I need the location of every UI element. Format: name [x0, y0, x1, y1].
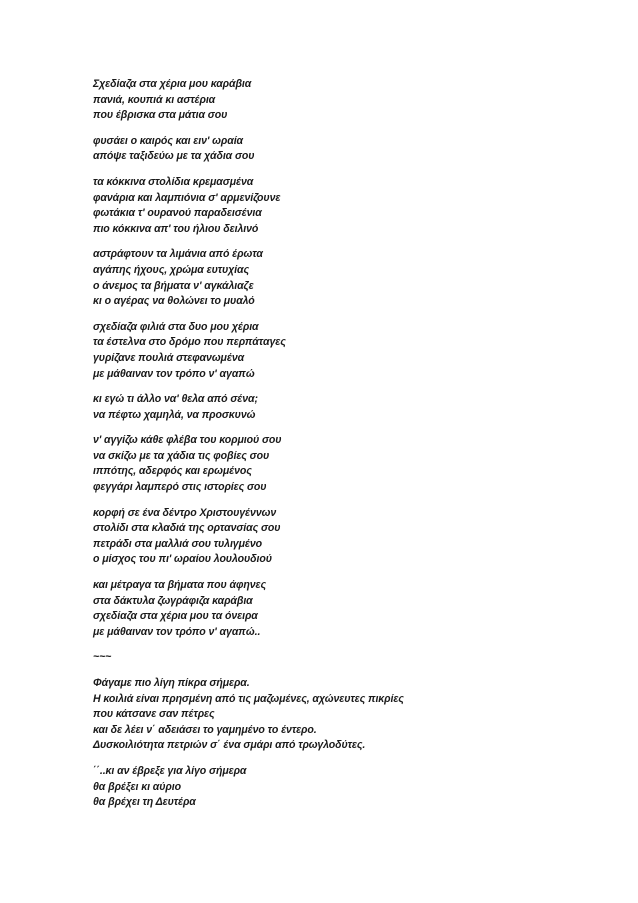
poem-line: σχεδίαζα φιλιά στα δυο μου χέρια — [93, 320, 259, 333]
poem-line: στολίδι στα κλαδιά της ορτανσίας σου — [93, 522, 281, 535]
stanza — [93, 650, 593, 666]
poem-line: τα κόκκινα στολίδια κρεμασμένα — [93, 175, 254, 188]
poem-line: με μάθαιναν τον τρόπο ν' αγαπώ — [93, 367, 255, 380]
stanza — [93, 134, 593, 165]
poem-line: να σκίζω με τα χάδια τις φοβίες σου — [93, 449, 270, 462]
poem-line: κορφή σε ένα δέντρο Χριστουγέννων — [93, 506, 277, 519]
poem-line: Σχεδίαζα στα χέρια μου καράβια — [93, 78, 252, 90]
poem-line: στα δάκτυλα ζωγράφιζα καράβια — [93, 594, 253, 607]
poem-line: φωτάκια τ' ουρανού παραδεισένια — [93, 207, 262, 220]
poem-line: Η κοιλιά είναι πρησμένη από τις μαζωμένες, αχώνευτες πικρίες — [93, 692, 404, 705]
poem-line: αγάπης ήχους, χρώμα ευτυχίας — [93, 263, 249, 276]
poem-line: φεγγάρι λαμπερό στις ιστορίες σου — [93, 481, 267, 494]
stanza — [93, 764, 593, 811]
stanza — [93, 578, 593, 640]
poem-line: κι εγώ τι άλλο να' θελα από σένα; — [93, 393, 258, 406]
stanza — [93, 175, 593, 237]
stanza — [93, 433, 593, 495]
poem-line: θα βρέξει κι αύριο — [93, 780, 181, 793]
poem-line: να πέφτω χαμηλά, να προσκυνώ — [93, 408, 256, 421]
poem-line: Δυσκοιλιότητα πετριών σ΄ ένα σμάρι από τρωγλοδύτες. — [93, 739, 366, 752]
poem-line: φυσάει ο καιρός και ειν' ωραία — [93, 134, 244, 147]
poem-line: πετράδι στα μαλλιά σου τυλιγμένο — [93, 537, 262, 550]
poem-line: που έβρισκα στα μάτια σου — [93, 109, 228, 122]
stanza — [93, 77, 593, 124]
document-page — [93, 77, 593, 821]
poem-line: με μάθαιναν τον τρόπο ν' αγαπώ.. — [93, 625, 261, 638]
poem-line: και μέτραγα τα βήματα που άφηνες — [93, 579, 267, 592]
poem-line: αστράφτουν τα λιμάνια από έρωτα — [93, 248, 263, 261]
poem-line: φανάρια και λαμπιόνια σ' αρμενίζουνε — [93, 191, 281, 204]
poem-line: Φάγαμε πιο λίγη πίκρα σήμερα. — [93, 677, 250, 689]
poem-line: πανιά, κουπιά κι αστέρια — [93, 93, 216, 106]
poem-line: κι ο αγέρας να θολώνει το μυαλό — [93, 295, 255, 308]
stanza — [93, 676, 593, 754]
poem-line: απόψε ταξιδεύω με τα χάδια σου — [93, 150, 255, 163]
poem-line: πιο κόκκινα απ' του ήλιου δειλινό — [93, 222, 259, 235]
stanza — [93, 392, 593, 423]
poem-line: θα βρέχει τη Δευτέρα — [93, 796, 196, 809]
stanza — [93, 247, 593, 309]
poem-line: ΄΄..κι αν έβρεξε για λίγο σήμερα — [93, 764, 247, 777]
poem-line: ν' αγγίζω κάθε φλέβα του κορμιού σου — [93, 434, 282, 447]
poem-line: γυρίζανε πουλιά στεφανωμένα — [93, 351, 245, 364]
poem-line: ο μίσχος του πι' ωραίου λουλουδιού — [93, 553, 272, 566]
poem-line: που κάτσανε σαν πέτρες — [93, 708, 215, 721]
poem-line: ο άνεμος τα βήματα ν' αγκάλιαζε — [93, 279, 254, 292]
poem-line: και δε λέει ν΄ αδειάσει το γαμημένο το έντερο. — [93, 723, 317, 736]
stanza — [93, 320, 593, 382]
poem-line: ιππότης, αδερφός και ερωμένος — [93, 465, 252, 478]
stanza — [93, 506, 593, 568]
poem-line: τα έστελνα στο δρόμο που περπάταγες — [93, 336, 286, 349]
poem-line: ~~~ — [93, 651, 112, 664]
poem-line: σχεδίαζα στα χέρια μου τα όνειρα — [93, 610, 258, 623]
